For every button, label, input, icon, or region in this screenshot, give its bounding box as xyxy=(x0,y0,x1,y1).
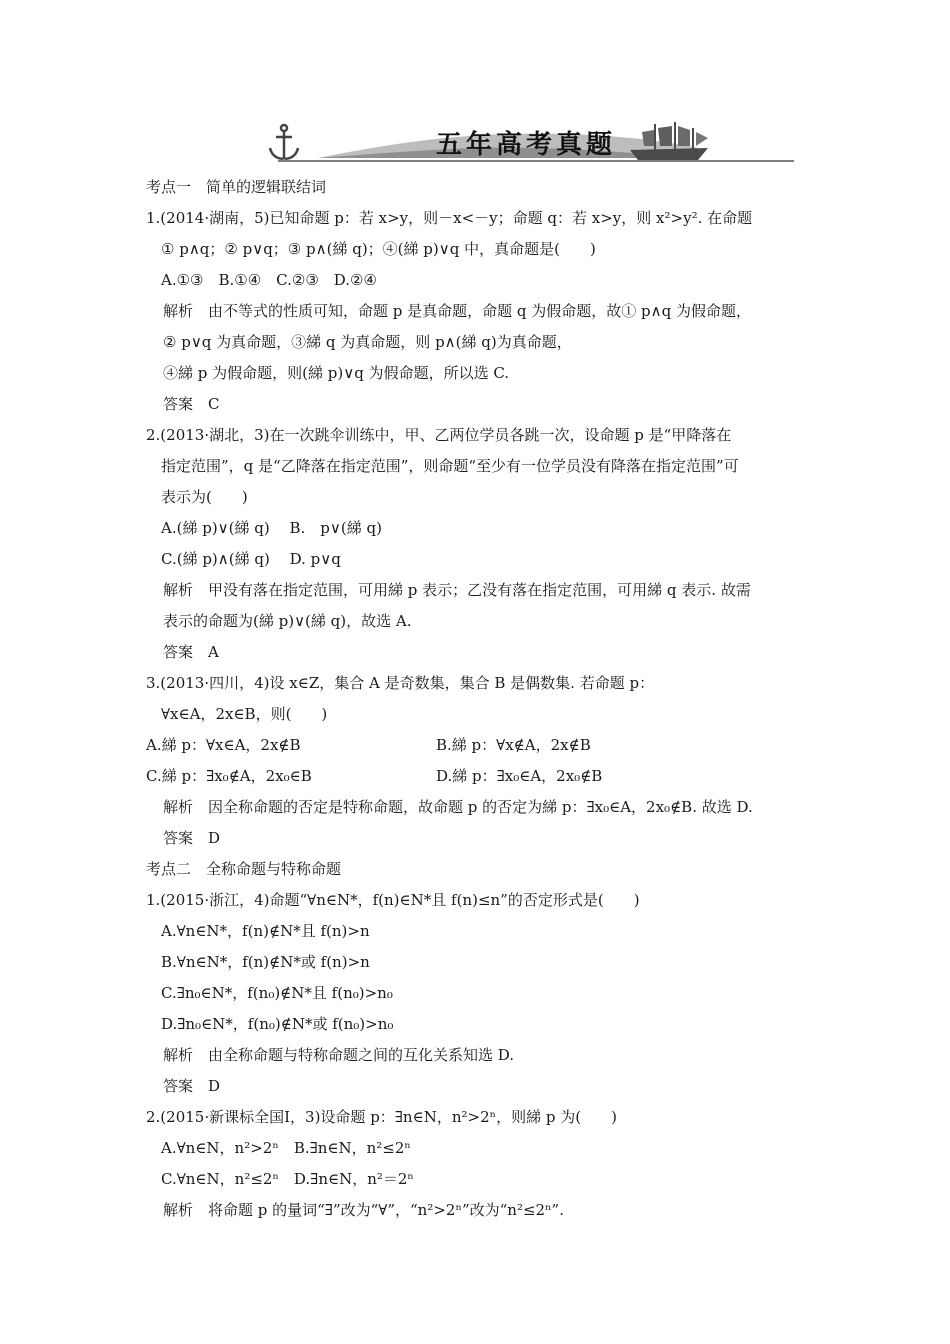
question-line: A.∀n∈N*，f(n)∉N*且 f(n)>n xyxy=(161,922,370,940)
analysis-line: ④綈 p 为假命题，则(綈 p)∨q 为假命题，所以选 C. xyxy=(163,364,510,382)
banner-title: 五年高考真题 xyxy=(435,130,616,160)
question-line: A.∀n∈N，n²>2ⁿ B.∃n∈N，n²≤2ⁿ xyxy=(161,1139,411,1157)
analysis-line: 答案 C xyxy=(163,395,220,413)
option-row xyxy=(146,761,816,792)
option-text: B.綈 p：∀x∉A，2x∉B xyxy=(436,736,591,754)
analysis-line: 答案 D xyxy=(163,1077,221,1095)
option-text: D.綈 p：∃x₀∈A，2x₀∉B xyxy=(436,767,603,785)
analysis-line: 解析 因全称命题的否定是特称命题，故命题 p 的否定为綈 p：∃x₀∈A，2x₀∉B. 故选 D. xyxy=(163,798,753,816)
analysis-line: ② p∨q 为真命题，③綈 q 为真命题，则 p∧(綈 q)为真命题， xyxy=(163,333,572,351)
question-text: 2.(2013·湖北，3)在一次跳伞训练中，甲、乙两位学员各跳一次，设命题 p 是“甲降落在 xyxy=(146,426,732,444)
analysis-line: 答案 D xyxy=(163,829,221,847)
section-heading: 考点一 简单的逻辑联结词 xyxy=(146,178,327,196)
analysis-line: 答案 A xyxy=(163,643,219,661)
question-line: D.∃n₀∈N*，f(n₀)∉N*或 f(n₀)>n₀ xyxy=(161,1015,394,1033)
section-heading: 考点二 全称命题与特称命题 xyxy=(146,860,342,878)
question-line: C.(綈 p)∧(綈 q) D. p∨q xyxy=(161,550,341,568)
question-line: ① p∧q；② p∨q；③ p∧(綈 q)；④(綈 p)∨q 中，真命题是( ) xyxy=(161,240,596,258)
option-row xyxy=(146,730,816,761)
question-text: 1.(2015·浙江，4)命题“∀n∈N*，f(n)∈N*且 f(n)≤n”的否定形式是( ) xyxy=(146,891,640,909)
document-body xyxy=(146,172,816,1226)
section-banner xyxy=(258,118,794,166)
question-text: 2.(2015·新课标全国Ⅰ，3)设命题 p：∃n∈N，n²>2ⁿ，则綈 p 为( ) xyxy=(146,1108,617,1126)
option-text: C.綈 p：∃x₀∉A，2x₀∈B xyxy=(146,767,312,785)
question-line: A.①③ B.①④ C.②③ D.②④ xyxy=(161,271,377,289)
analysis-line: 解析 将命题 p 的量词“∃”改为“∀”，“n²>2ⁿ”改为“n²≤2ⁿ”. xyxy=(163,1201,564,1219)
analysis-line: 解析 由全称命题与特称命题之间的互化关系知选 D. xyxy=(163,1046,515,1064)
question-line: 指定范围”，q 是“乙降落在指定范围”，则命题“至少有一位学员没有降落在指定范围”可 xyxy=(161,457,739,475)
question-text: 1.(2014·湖南，5)已知命题 p：若 x>y，则－x<－y；命题 q：若 x>y，则 x²>y². 在命题 xyxy=(146,209,753,227)
analysis-line: 表示的命题为(綈 p)∨(綈 q)，故选 A. xyxy=(163,612,412,630)
question-line: C.∀n∈N，n²≤2ⁿ D.∃n∈N，n²＝2ⁿ xyxy=(161,1170,414,1188)
question-line: ∀x∈A，2x∈B，则( ) xyxy=(161,705,328,723)
question-line: 表示为( ) xyxy=(161,488,248,506)
question-line: B.∀n∈N*，f(n)∉N*或 f(n)>n xyxy=(161,953,370,971)
question-text: 3.(2013·四川，4)设 x∈Z，集合 A 是奇数集，集合 B 是偶数集. 若命题 p： xyxy=(146,674,655,692)
analysis-line: 解析 甲没有落在指定范围，可用綈 p 表示；乙没有落在指定范围，可用綈 q 表示. 故需 xyxy=(163,581,751,599)
question-line: C.∃n₀∈N*，f(n₀)∉N*且 f(n₀)>n₀ xyxy=(161,984,393,1002)
analysis-line: 解析 由不等式的性质可知，命题 p 是真命题，命题 q 为假命题，故① p∧q 为假命题， xyxy=(163,302,751,320)
option-text: A.綈 p：∀x∈A，2x∉B xyxy=(146,736,301,754)
question-line: A.(綈 p)∨(綈 q) B. p∨(綈 q) xyxy=(161,519,382,537)
